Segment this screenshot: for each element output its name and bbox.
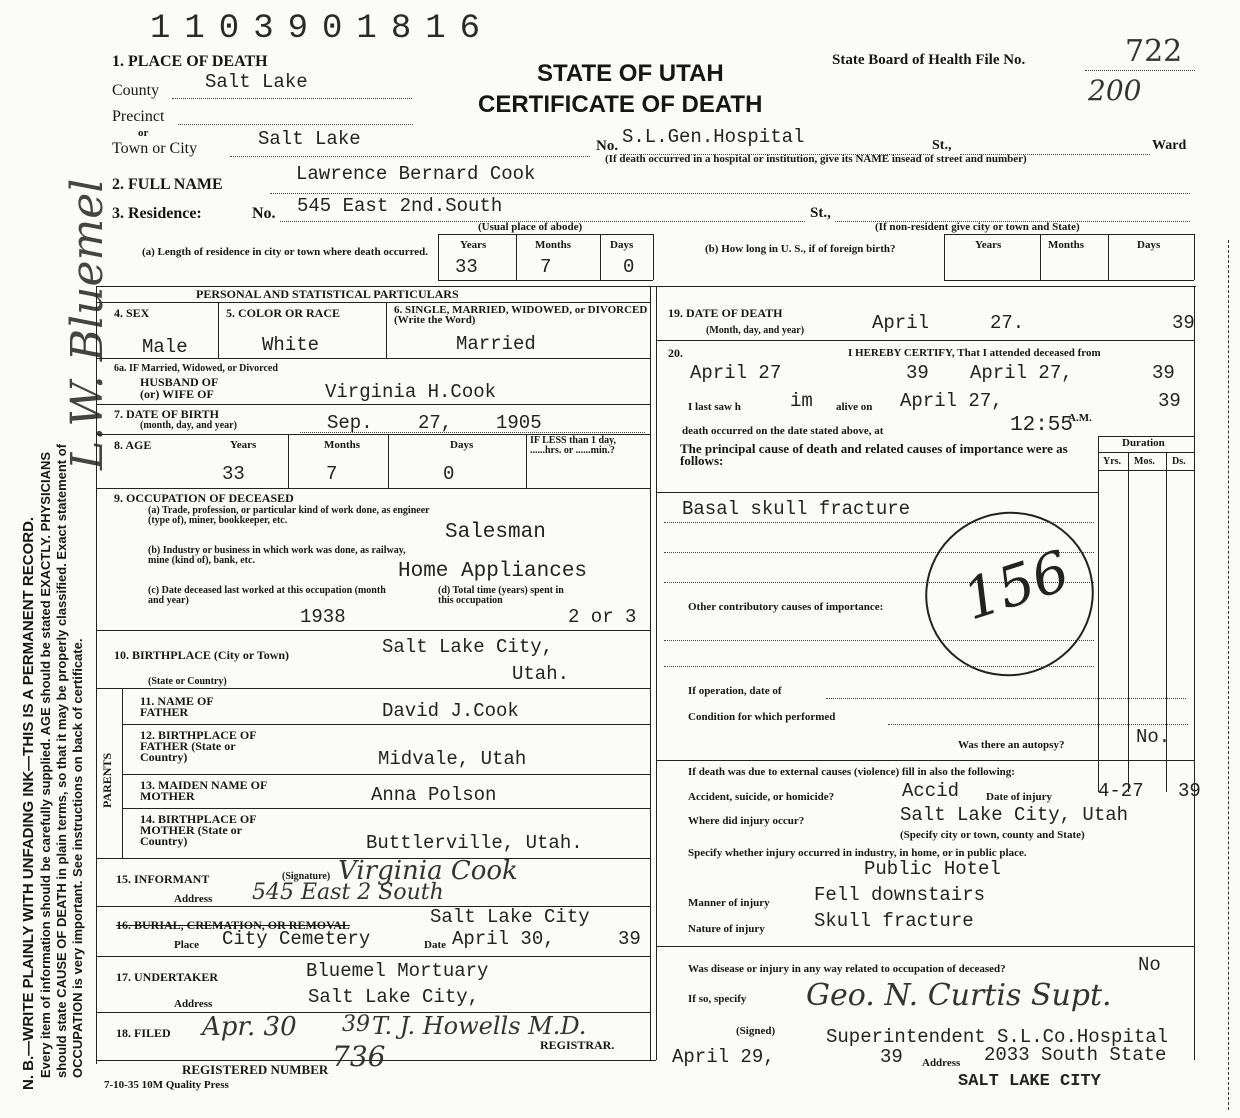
registered-number-label: REGISTERED NUMBER [182,1062,329,1077]
res-days-value: 0 [623,256,635,278]
spouse-label-b: HUSBAND OF [140,375,219,389]
res-years-value: 33 [455,256,478,278]
occupation-b-value: Home Appliances [398,560,588,583]
informant-sig-label: (Signature) [282,871,331,882]
file-number-label: State Board of Health File No. [832,52,1026,68]
us-days-label: Days [1137,239,1161,251]
from-year: 39 [906,362,929,384]
sidebar-instruction-1: N. B.—WRITE PLAINLY WITH UNFADING INK—THIS IS A PERMANENT RECORD. [20,516,37,1090]
filed-date: Apr. 30 [202,1012,297,1042]
burial-date: April 30, [452,928,555,950]
from-date: April 27 [690,362,782,384]
review-stamp: 156 [904,490,1115,698]
residence-value: 545 East 2nd.South [297,195,503,217]
undertaker-label: 17. UNDERTAKER [116,970,219,984]
full-name-label: 2. FULL NAME [112,176,223,193]
full-name-value: Lawrence Bernard Cook [296,163,536,185]
occupation-c-label: (c) Date deceased last worked at this occupation (month and year) [148,585,386,606]
mother-birthplace-label: 14. BIRTHPLACE OF MOTHER (State or Country) [140,812,257,848]
spouse-value: Virginia H.Cook [325,381,497,403]
specify-label: Specify whether injury occurred in industry, in home, or in public place. [688,847,1027,859]
informant-address-label: Address [174,893,213,905]
dob-day: 27, [418,412,453,434]
sidebar-instruction-4: OCCUPATION is very important. See instructions on back of certificate. [70,638,85,1078]
spouse-label-c: (or) WIFE OF [140,387,214,401]
mother-birthplace-value: Buttlerville, Utah. [366,832,583,854]
res-days-label: Days [610,239,634,251]
county-label: County [112,82,160,99]
occupation-d-value: 2 or 3 [568,606,637,628]
color-label: 5. COLOR OR RACE [226,306,341,320]
condition-label: Condition for which performed [688,711,836,723]
manner-value: Fell downstairs [814,884,986,906]
us-residence-label: (b) How long in U. S., if of foreign birth? [705,243,896,255]
birthplace-state: Utah. [512,663,570,685]
registrar-signature: T. J. Howells M.D. [372,1012,587,1040]
dod-label: 19. DATE OF DEATH [668,306,783,320]
residence-no-label: No. [252,205,276,222]
undertaker-value: Bluemel Mortuary [306,960,489,982]
cause-value: Basal skull fracture [682,498,911,520]
informant-address: 545 East 2 South [252,880,444,905]
accident-value: Accid [902,780,960,802]
burial-place-value: Salt Lake City [430,906,590,928]
res-months-value: 7 [540,256,552,278]
age-days-label: Days [450,439,474,451]
parents-label: PARENTS [100,752,114,808]
st-label: St., [932,138,952,153]
marital-value: Married [456,333,536,355]
manner-label: Manner of injury [688,897,770,909]
county-value: Salt Lake [205,71,308,93]
burial-place-label: Place [174,939,200,951]
section-title: PERSONAL AND STATISTICAL PARTICULARS [196,287,459,301]
hospital-note: (If death occurred in a hospital or institution, give its NAME insead of street and number) [605,153,1027,165]
us-years-label: Years [975,239,1002,251]
burial-year: 39 [618,928,641,950]
am-label: A.M. [1068,412,1092,424]
age-months-value: 7 [326,463,338,485]
sidebar-signature: L.W. Bluemel [62,178,113,470]
age-years-label: Years [230,439,257,451]
signed-label: (Signed) [736,1025,776,1037]
registered-number: 736 [332,1040,386,1073]
dod-day: 27. [990,312,1025,334]
sidebar-instruction-3: should state CAUSE OF DEATH in plain terms, so that it may be properly classified. Exact statement of [54,443,69,1078]
precinct-label: Precinct [112,108,165,125]
to-date: April 27, [970,362,1073,384]
if-so-label: If so, specify [688,993,747,1005]
footer-print: 7-10-35 10M Quality Press [104,1079,229,1091]
where-value: Salt Lake City, Utah [900,804,1129,826]
sex-label: 4. SEX [114,306,150,320]
last-saw-label: I last saw h [688,401,741,413]
occupation-d-label: (d) Total time (years) spent in this occupation [438,585,564,606]
injury-date: 4-27 [1098,780,1144,802]
res-years-label: Years [460,239,487,251]
informant-label: 15. INFORMANT [116,872,210,886]
residence-st-label: St., [810,205,831,221]
age-months-label: Months [324,439,361,451]
duration-mos: Mos. [1134,456,1155,467]
duration-label: Duration [1122,437,1165,449]
ward-label: Ward [1152,138,1187,153]
address-label: Address [922,1057,961,1069]
spouse-label-a: 6a. IF Married, Widowed, or Divorced [114,363,278,374]
occupation-a-value: Salesman [445,521,546,544]
occupation-a-label: (a) Trade, profession, or particular kind of work done, as engineer (type of), miner, bookkeeper, etc. [148,505,430,526]
father-label: 11. NAME OF FATHER [140,694,214,719]
autopsy-value: No. [1136,726,1171,748]
undertaker-address: Salt Lake City, [308,986,480,1008]
filed-year: 39 [342,1012,370,1037]
no-label: No. [596,138,619,154]
birthplace-label: 10. BIRTHPLACE (City or Town) [114,648,290,662]
hospital-value: S.L.Gen.Hospital [622,126,805,148]
father-birthplace-label: 12. BIRTHPLACE OF FATHER (State or Country) [140,728,257,764]
registrar-label: REGISTRAR. [540,1038,615,1052]
burial-date-label: Date [424,939,446,951]
if-less-than: IF LESS than 1 day, ......hrs. or ......min.? [530,435,617,456]
dod-month: April [872,312,930,334]
disease-label: Was disease or injury in any way related to occupation of deceased? [688,963,1006,975]
alive-date: April 27, [900,390,1003,412]
file-number-sub: 200 [1088,74,1142,107]
occupation-label: 9. OCCUPATION OF DECEASED [114,491,294,505]
dod-sub: (Month, day, and year) [706,325,805,336]
age-days-value: 0 [443,463,455,485]
age-label: 8. AGE [114,438,152,452]
mother-label: 13. MAIDEN NAME OF MOTHER [140,778,267,803]
birthplace-city: Salt Lake City, [382,636,554,658]
death-time: 12:55 [1010,414,1074,437]
nature-label: Nature of injury [688,923,765,935]
duration-yrs: Yrs. [1103,456,1122,467]
marital-label: 6. SINGLE, MARRIED, WIDOWED, or DIVORCED (Write the Word) [394,304,648,326]
alive-on-label: alive on [836,401,873,413]
undertaker-address-label: Address [174,998,213,1010]
dob-sub: (month, day, and year) [140,420,237,431]
state-title: STATE OF UTAH [537,60,724,87]
him-value: im [790,390,813,412]
cert-label: 20. [668,346,683,360]
res-months-label: Months [535,239,572,251]
certificate-title: CERTIFICATE OF DEATH [478,91,763,118]
disease-value: No [1138,954,1161,976]
burial-place: City Cemetery [222,928,371,950]
where-label: Where did injury occur? [688,815,805,827]
residence-length-label: (a) Length of residence in city or town where death occurred. [141,246,429,258]
dob-month: Sep. [327,412,373,434]
cert-text: I HEREBY CERTIFY, That I attended deceased from [848,347,1101,359]
sidebar-instruction-2: Every item of information should be carefully supplied. AGE should be stated EXACTLY. PHYSICIANS [38,451,53,1078]
signed-title: Superintendent S.L.Co.Hospital [826,1026,1169,1048]
residence-label: 3. Residence: [112,205,202,222]
father-birthplace-value: Midvale, Utah [378,748,527,770]
dob-year: 1905 [496,412,542,434]
file-number: 722 [1125,34,1183,69]
town-label: Town or City [112,140,198,157]
specify-value: Public Hotel [864,858,1001,880]
mother-value: Anna Polson [371,784,497,806]
father-value: David J.Cook [382,700,519,722]
alive-year: 39 [1158,390,1181,412]
other-causes-label: Other contributory causes of importance: [688,601,884,613]
signed-date: April 29, [672,1046,775,1068]
duration-ds: Ds. [1172,456,1186,467]
signed-year: 39 [880,1046,903,1068]
address-value: 2033 South State [984,1044,1167,1066]
external-causes-label: If death was due to external causes (violence) fill in also the following: [688,766,1015,778]
physician-signature: Geo. N. Curtis Supt. [806,978,1112,1013]
age-years-value: 33 [222,463,245,485]
occupation-c-value: 1938 [300,606,346,628]
filed-label: 18. FILED [116,1026,171,1040]
informant-signature: Virginia Cook [338,856,518,886]
autopsy-label: Was there an autopsy? [958,739,1065,751]
accident-label: Accident, suicide, or homicide? [688,791,835,803]
sex-value: Male [142,336,188,358]
color-value: White [262,334,320,356]
dob-label: 7. DATE OF BIRTH [114,407,219,421]
death-time-label: death occurred on the date stated above, at [682,425,884,437]
dod-year: 39 [1172,312,1195,334]
where-note: (Specify city or town, county and State) [900,829,1085,841]
serial-number: 1103901816 [150,10,495,48]
or-label: or [138,127,149,139]
burial-label: 16. BURIAL, CREMATION, OR REMOVAL [116,918,350,932]
injury-date-label: Date of injury [986,791,1052,803]
town-value: Salt Lake [258,128,361,150]
usual-abode-note: (Usual place of abode) [478,221,583,233]
address-city: SALT LAKE CITY [958,1072,1101,1091]
occupation-b-label: (b) Industry or business in which work was done, as railway, mine (kind of), bank, etc. [148,545,406,566]
birthplace-state-label: (State or Country) [148,676,227,687]
us-months-label: Months [1048,239,1085,251]
nature-value: Skull fracture [814,910,974,932]
injury-year: 39 [1178,780,1201,802]
cause-label: The principal cause of death and related causes of importance were as follows: [680,441,1068,468]
nonresident-note: (If non-resident give city or town and State) [875,221,1080,233]
place-of-death-label: 1. PLACE OF DEATH [112,53,268,70]
operation-label: If operation, date of [688,685,782,697]
to-year: 39 [1152,362,1175,384]
